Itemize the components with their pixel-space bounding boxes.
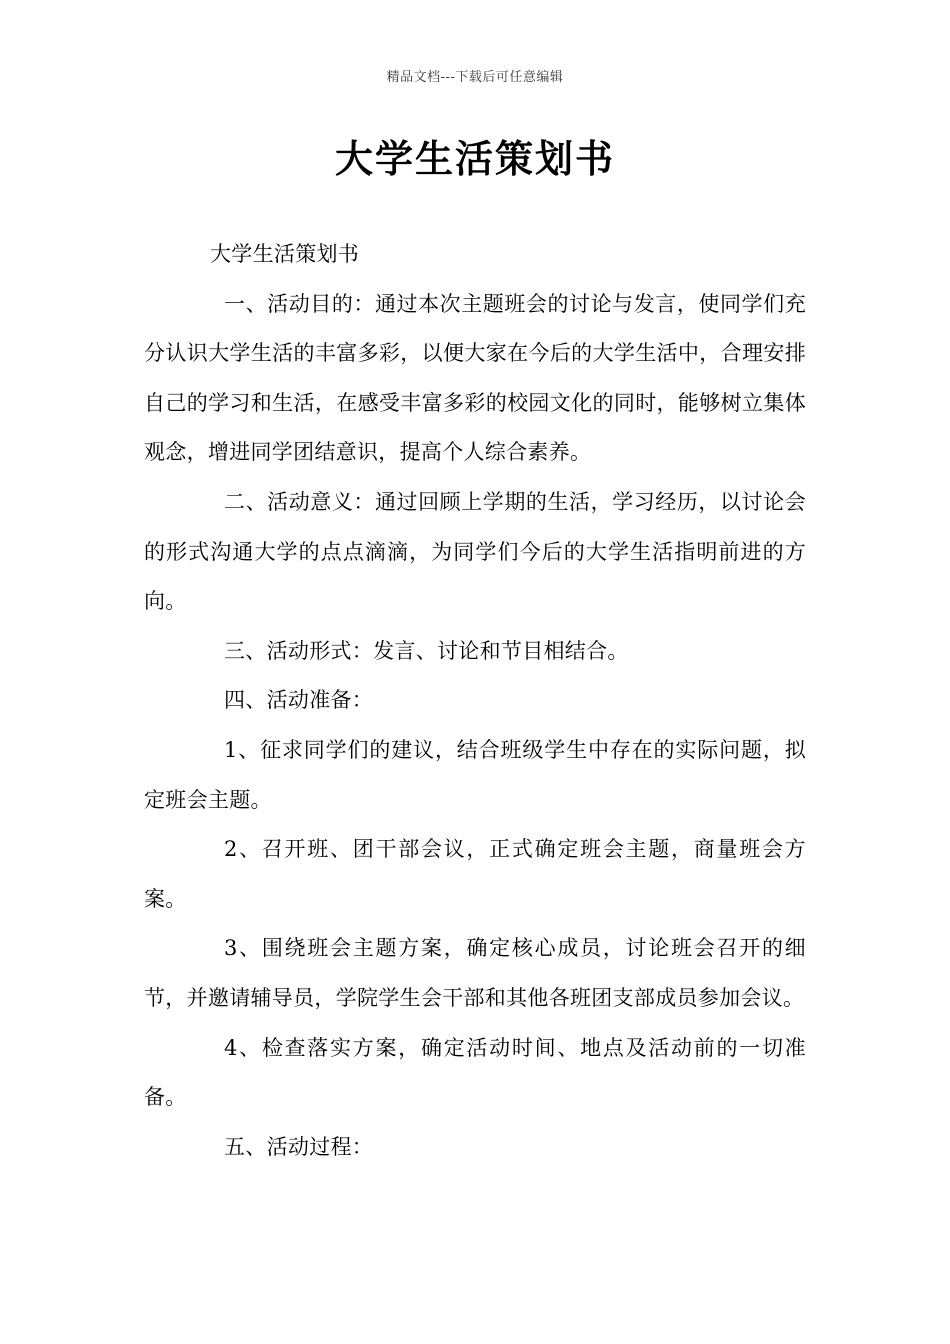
subtitle-paragraph: 大学生活策划书 [210, 242, 360, 266]
paragraph-prep-item-1: 1、征求同学们的建议，结合班级学生中存在的实际问题，拟定班会主题。 [144, 737, 806, 812]
document-title: 大学生活策划书 [334, 137, 615, 181]
header-note: 精品文档---下载后可任意编辑 [386, 70, 564, 85]
paragraph-preparation-heading: 四、活动准备： [224, 688, 374, 713]
paragraph-prep-item-3: 3、围绕班会主题方案，确定核心成员，讨论班会召开的细节，并邀请辅导员，学院学生会干部和其他各班团支部成员参加会议。 [144, 936, 806, 1010]
paragraph-prep-item-4: 4、检查落实方案，确定活动时间、地点及活动前的一切准备。 [144, 1035, 806, 1110]
paragraph-purpose: 一、活动目的：通过本次主题班会的讨论与发言，使同学们充分认识大学生活的丰富多彩，以便大家在今后的大学生活中，合理安排自己的学习和生活，在感受丰富多彩的校园文化的同时，能够树立集体观念，增进同学团结意识，提高个人综合素养。 [144, 291, 806, 465]
paragraph-form: 三、活动形式：发言、讨论和节目相结合。 [224, 638, 629, 663]
paragraph-prep-item-2: 2、召开班、团干部会议，正式确定班会主题，商量班会方案。 [144, 837, 806, 911]
paragraph-significance: 二、活动意义：通过回顾上学期的生活，学习经历，以讨论会的形式沟通大学的点点滴滴，为同学们今后的大学生活指明前进的方向。 [144, 489, 806, 614]
document-body [144, 230, 806, 1172]
paragraph-process-heading: 五、活动过程： [224, 1134, 374, 1159]
